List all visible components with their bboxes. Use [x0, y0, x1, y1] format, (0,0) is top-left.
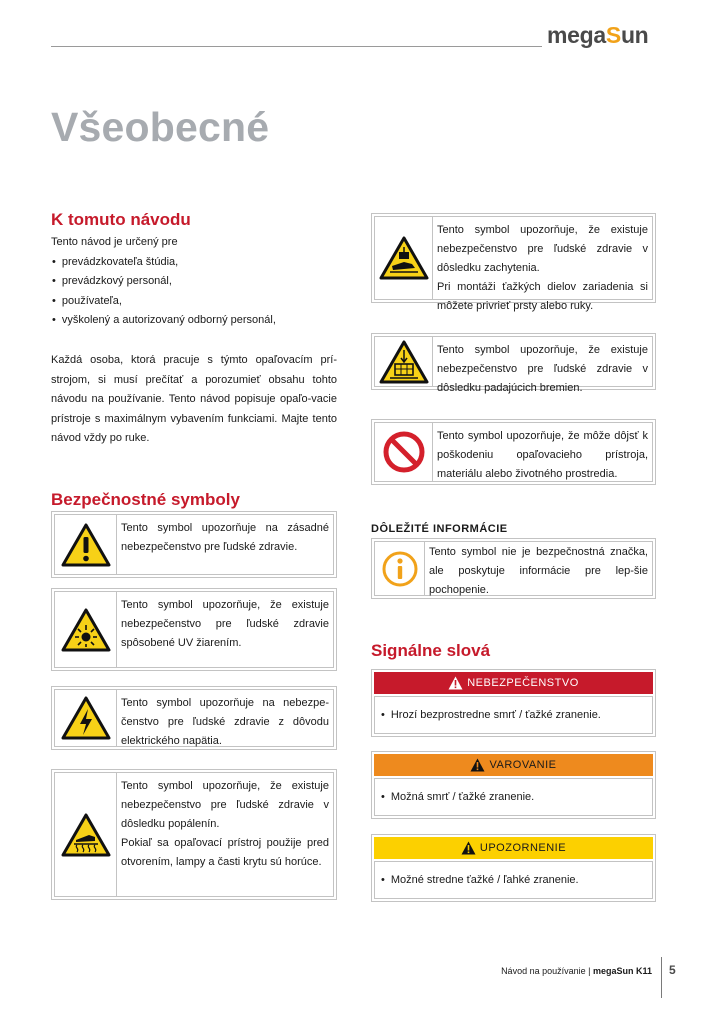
- list-item: • prevádzkový personál,: [51, 272, 337, 292]
- falling-load-warning-icon: [375, 337, 433, 386]
- symbol-box-falling-load: [371, 333, 656, 394]
- electric-voltage-warning-icon: [55, 690, 117, 746]
- signal-word-warning: [371, 751, 656, 819]
- symbol-text: Tento symbol upozorňuje, že existuje nebezpečenstvo pre ľudské zdravie v dôsledku popálenín. Pokiaľ sa opaľovací prístroj použije pred otvorením, lampy a časti krytu sú horúce.: [121, 780, 329, 868]
- info-icon: [375, 542, 425, 595]
- symbol-box-hot-surface: [51, 769, 337, 900]
- signal-desc: • Možná smrť / ťažké zranenie.: [374, 778, 653, 816]
- list-item: • prevádzkovateľa štúdia,: [51, 253, 337, 273]
- footer-text: Návod na používanie | megaSun K11: [501, 966, 652, 976]
- symbol-box-general: [51, 511, 337, 578]
- symbol-text: Tento symbol upozorňuje na zásadné nebezpečenstvo pre ľudské zdravie.: [121, 522, 329, 553]
- footer-divider: [661, 957, 662, 998]
- important-info-title: DÔLEŽITÉ INFORMÁCIE: [371, 523, 508, 535]
- symbol-text: Tento symbol upozorňuje, že existuje nebezpečenstvo pre ľudské zdravie v dôsledku padajúcich bremien.: [437, 344, 648, 394]
- symbol-text: Tento symbol upozorňuje, že existuje nebezpečenstvo pre ľudské zdravie v dôsledku zachytenia. Pri montáži ťažkých dielov zariadenia si môžete privrieť prsty alebo ruky.: [437, 224, 648, 312]
- signal-desc: • Hrozí bezprostredne smrť / ťažké zranenie.: [374, 696, 653, 734]
- signal-desc: • Možné stredne ťažké / ľahké zranenie.: [374, 861, 653, 899]
- signal-words-heading: Signálne slová: [371, 641, 491, 660]
- important-info-box: [371, 538, 656, 599]
- about-paragraph: Každá osoba, ktorá pracuje s týmto opaľovacím prí-strojom, si musí prečítať a porozumieť obsahu tohto návodu na používanie. Tento návod popisuje opaľo-vacie prístroje s maximálnym vybavením funkciami. Majte tento návod vždy po ruke.: [51, 353, 337, 445]
- signal-word-danger: [371, 669, 656, 737]
- page-title: Všeobecné: [51, 104, 270, 150]
- symbol-box-prohibition: [371, 419, 656, 485]
- about-section: [51, 233, 337, 449]
- symbol-text: Tento symbol upozorňuje na nebezpe-čenstvo pre ľudské zdravie z dôvodu elektrického napätia.: [121, 697, 329, 747]
- header-rule: [51, 46, 542, 47]
- signal-bar-warning: VAROVANIE: [374, 754, 653, 776]
- warning-triangle-icon: [448, 676, 463, 690]
- signal-bar-caution: UPOZORNENIE: [374, 837, 653, 859]
- hot-surface-warning-icon: [55, 773, 117, 896]
- signal-bar-danger: NEBEZPEČENSTVO: [374, 672, 653, 694]
- symbol-box-hand-crush: [371, 213, 656, 312]
- symbol-box-electric: [51, 686, 337, 750]
- about-heading: K tomuto návodu: [51, 210, 191, 229]
- general-warning-icon: [55, 515, 117, 574]
- hand-crush-warning-icon: [375, 217, 433, 299]
- important-info-text: Tento symbol nie je bezpečnostná značka, ale poskytuje informácie pre lep-šie pochopenie.: [429, 546, 648, 596]
- list-item: • vyškolený a autorizovaný odborný personál,: [51, 311, 337, 331]
- warning-triangle-icon: [470, 758, 485, 772]
- page-number: 5: [669, 963, 676, 977]
- warning-triangle-icon: [461, 841, 476, 855]
- symbol-text: Tento symbol upozorňuje, že existuje nebezpečenstvo pre ľudské zdravie spôsobené UV žiarením.: [121, 599, 329, 649]
- audience-list: [51, 253, 337, 331]
- safety-heading: Bezpečnostné symboly: [51, 490, 240, 509]
- symbol-box-uv: [51, 588, 337, 671]
- uv-radiation-warning-icon: [55, 592, 117, 667]
- symbol-text: Tento symbol upozorňuje, že môže dôjsť k poškodeniu opaľovacieho prístroja, materiálu alebo životného prostredia.: [437, 430, 648, 480]
- megasun-logo: megaSun: [547, 22, 649, 48]
- signal-word-caution: [371, 834, 656, 902]
- about-intro: Tento návod je určený pre: [51, 236, 178, 248]
- list-item: • používateľa,: [51, 292, 337, 312]
- prohibition-icon: [375, 423, 433, 481]
